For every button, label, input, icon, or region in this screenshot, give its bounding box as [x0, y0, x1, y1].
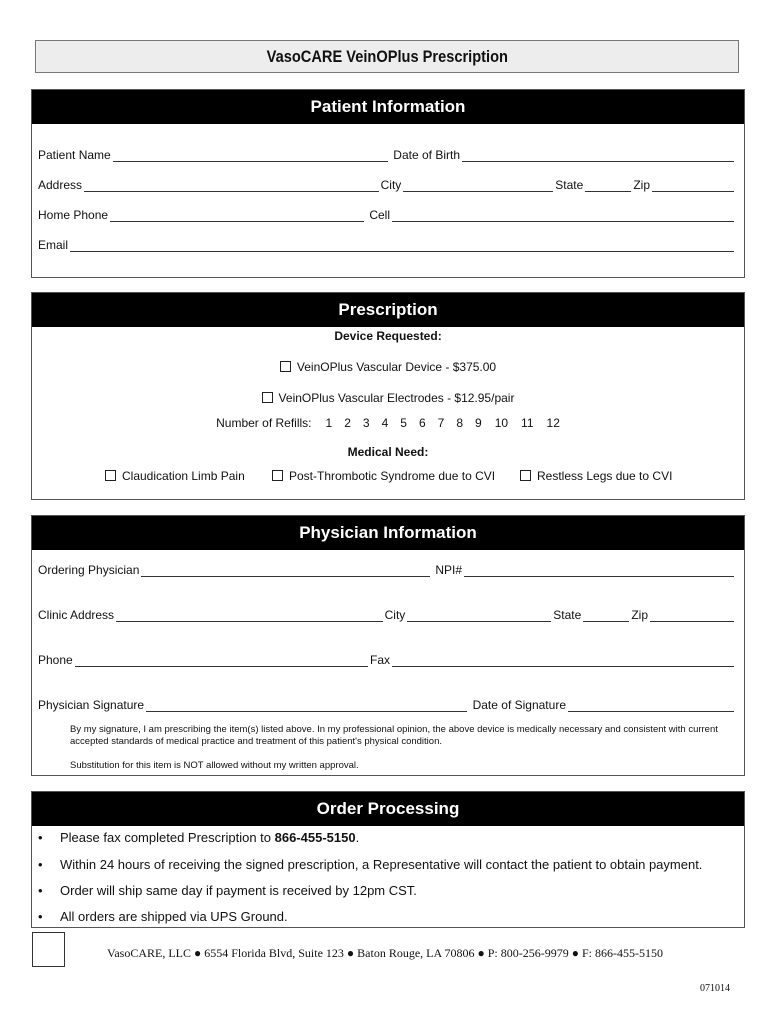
refills-row: [32, 416, 744, 430]
patient-name-field[interactable]: [113, 149, 389, 162]
clinic-state-label: State: [553, 608, 582, 622]
zip-label: Zip: [633, 178, 650, 192]
need-1-label: Claudication Limb Pain: [122, 469, 245, 483]
address-field[interactable]: [84, 179, 379, 192]
patient-phone-row: [38, 208, 736, 222]
need-2-label: Post-Thrombotic Syndrome due to CVI: [289, 469, 496, 483]
need-3-checkbox[interactable]: [520, 470, 531, 481]
physician-fax-field[interactable]: [392, 654, 734, 667]
bullet-3-text: Order will ship same day if payment is received by 12pm CST.: [60, 883, 417, 898]
refill-option[interactable]: 6: [418, 416, 426, 430]
clinic-city-field[interactable]: [407, 609, 551, 622]
home-phone-field[interactable]: [110, 209, 364, 222]
date-of-signature-label: Date of Signature: [472, 698, 566, 712]
device-1-checkbox[interactable]: [280, 361, 291, 372]
need-option-restless-legs[interactable]: [520, 469, 672, 483]
npi-field[interactable]: [464, 564, 734, 577]
bullet-icon: •: [38, 909, 43, 924]
need-option-post-thrombotic[interactable]: [272, 469, 495, 483]
bullet-1-suffix: .: [355, 830, 360, 845]
city-field[interactable]: [403, 179, 553, 192]
physician-phone-row: [38, 653, 736, 667]
refill-option[interactable]: 8: [456, 416, 463, 430]
email-label: Email: [38, 238, 69, 252]
ordering-physician-field[interactable]: [141, 564, 430, 577]
email-field[interactable]: [70, 239, 734, 252]
physician-signature-row: [38, 698, 736, 712]
prescription-heading: Prescription: [32, 293, 744, 327]
clinic-address-field[interactable]: [116, 609, 383, 622]
clinic-address-label: Clinic Address: [38, 608, 115, 622]
order-processing-heading: Order Processing: [32, 792, 744, 826]
need-2-checkbox[interactable]: [272, 470, 283, 481]
physician-phone-label: Phone: [38, 653, 73, 667]
patient-address-row: [38, 178, 736, 192]
form-title: VasoCARE VeinOPlus Prescription: [266, 46, 508, 66]
need-3-label: Restless Legs due to CVI: [537, 469, 673, 483]
refills-label: Number of Refills:: [216, 416, 312, 430]
form-title-box: [35, 40, 739, 73]
home-phone-label: Home Phone: [38, 208, 109, 222]
order-bullet-2: [38, 857, 702, 872]
cell-label: Cell: [369, 208, 390, 222]
fax-number: 866-455-5150: [274, 830, 356, 845]
patient-email-row: [38, 238, 736, 252]
state-field[interactable]: [585, 179, 631, 192]
physician-signature-field[interactable]: [146, 699, 467, 712]
refill-option[interactable]: 9: [475, 416, 482, 430]
refill-option[interactable]: 3: [362, 416, 370, 430]
address-label: Address: [38, 178, 83, 192]
clinic-city-label: City: [384, 608, 406, 622]
device-requested-label: Device Requested:: [334, 329, 442, 343]
order-bullet-1: [38, 830, 359, 845]
cell-field[interactable]: [392, 209, 734, 222]
npi-label: NPI#: [435, 563, 462, 577]
clinic-state-field[interactable]: [583, 609, 629, 622]
bullet-icon: •: [38, 883, 43, 898]
device-2-label: VeinOPlus Vascular Electrodes - $12.95/pair: [278, 391, 515, 405]
refill-option[interactable]: 2: [344, 416, 351, 430]
refill-option[interactable]: 12: [546, 416, 560, 430]
attestation-text: By my signature, I am prescribing the item(s) listed above. In my professional opinion, the above device is medically necessary and consistent with current accepted standards of medical practice and treatment of this patient's physical condition.: [70, 724, 718, 747]
physician-information-heading: Physician Information: [32, 516, 744, 550]
patient-name-label: Patient Name: [38, 148, 111, 162]
patient-information-heading: Patient Information: [32, 90, 744, 124]
date-of-signature-field[interactable]: [568, 699, 734, 712]
physician-phone-field[interactable]: [75, 654, 368, 667]
refill-option[interactable]: 10: [494, 416, 509, 430]
physician-signature-label: Physician Signature: [38, 698, 145, 712]
zip-field[interactable]: [652, 179, 734, 192]
refill-option[interactable]: 4: [381, 416, 389, 430]
bullet-icon: •: [38, 830, 43, 845]
form-code: 071014: [700, 983, 730, 994]
bullet-icon: •: [38, 857, 43, 872]
bullet-4-text: All orders are shipped via UPS Ground.: [60, 909, 288, 924]
state-label: State: [555, 178, 584, 192]
device-1-label: VeinOPlus Vascular Device - $375.00: [296, 360, 497, 374]
need-1-checkbox[interactable]: [105, 470, 116, 481]
medical-need-label: Medical Need:: [347, 445, 429, 459]
substitution-text: Substitution for this item is NOT allowed without my written approval.: [70, 760, 359, 771]
clinic-zip-field[interactable]: [650, 609, 734, 622]
refill-option[interactable]: 7: [437, 416, 445, 430]
need-option-claudication[interactable]: [105, 469, 245, 483]
dob-field[interactable]: [462, 149, 734, 162]
device-2-checkbox[interactable]: [262, 392, 273, 403]
refill-option[interactable]: 11: [521, 416, 534, 430]
order-bullet-3: [38, 883, 417, 898]
dob-label: Date of Birth: [393, 148, 460, 162]
ordering-physician-row: [38, 563, 736, 577]
ordering-physician-label: Ordering Physician: [38, 563, 140, 577]
device-option-2[interactable]: [32, 391, 744, 405]
prescription-section: [31, 292, 745, 500]
refill-option[interactable]: 5: [400, 416, 407, 430]
physician-fax-label: Fax: [369, 653, 390, 667]
clinic-address-row: [38, 608, 736, 622]
city-label: City: [380, 178, 402, 192]
bullet-1-text: Please fax completed Prescription to: [60, 830, 275, 845]
footer-company-line: VasoCARE, LLC ● 6554 Florida Blvd, Suite 123 ● Baton Rouge, LA 70806 ● P: 800-256-9979 ● F: 866-455-5150: [107, 946, 663, 960]
device-option-1[interactable]: [32, 360, 744, 374]
clinic-zip-label: Zip: [631, 608, 648, 622]
refill-option[interactable]: 1: [325, 416, 333, 430]
bullet-2-text: Within 24 hours of receiving the signed prescription, a Representative will contact the patient to obtain payment.: [60, 857, 703, 872]
order-bullet-4: [38, 909, 288, 924]
patient-name-row: [38, 148, 736, 162]
physician-information-section: [31, 515, 745, 776]
